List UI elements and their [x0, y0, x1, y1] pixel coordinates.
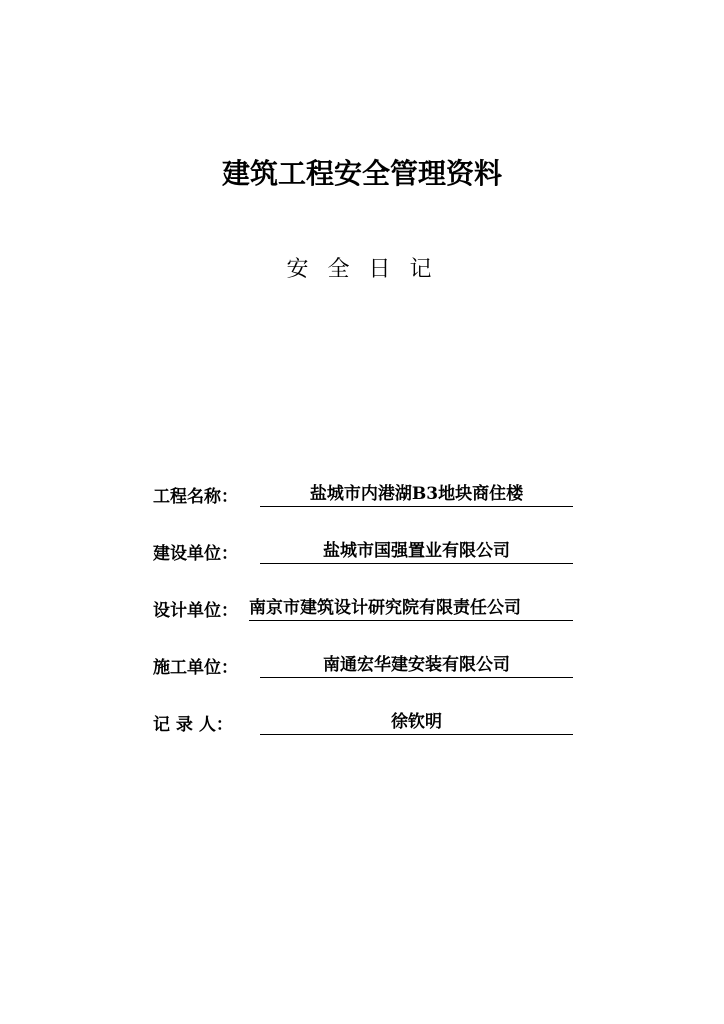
field-label: 工程名称： — [153, 487, 238, 507]
field-construction-unit — [153, 539, 573, 565]
field-value: 南通宏华建安装有限公司 — [260, 653, 573, 678]
field-label: 设计单位： — [153, 601, 238, 621]
field-value: 盐城市国强置业有限公司 — [260, 539, 573, 564]
document-title: 建筑工程安全管理资料 — [221, 157, 502, 190]
field-value: 南京市建筑设计研究院有限责任公司 — [249, 596, 573, 621]
field-label: 施工单位： — [153, 658, 238, 678]
document-subtitle: 安 全 日 记 — [286, 257, 438, 282]
field-recorder — [153, 710, 573, 736]
field-project-name — [153, 482, 573, 508]
field-value: 盐城市内港湖B3地块商住楼 — [260, 482, 573, 507]
field-value: 徐钦明 — [260, 710, 573, 735]
field-contractor-unit — [153, 653, 573, 679]
field-label: 建设单位： — [153, 544, 238, 564]
field-design-unit — [153, 596, 573, 622]
field-label: 记 录 人： — [153, 715, 233, 735]
